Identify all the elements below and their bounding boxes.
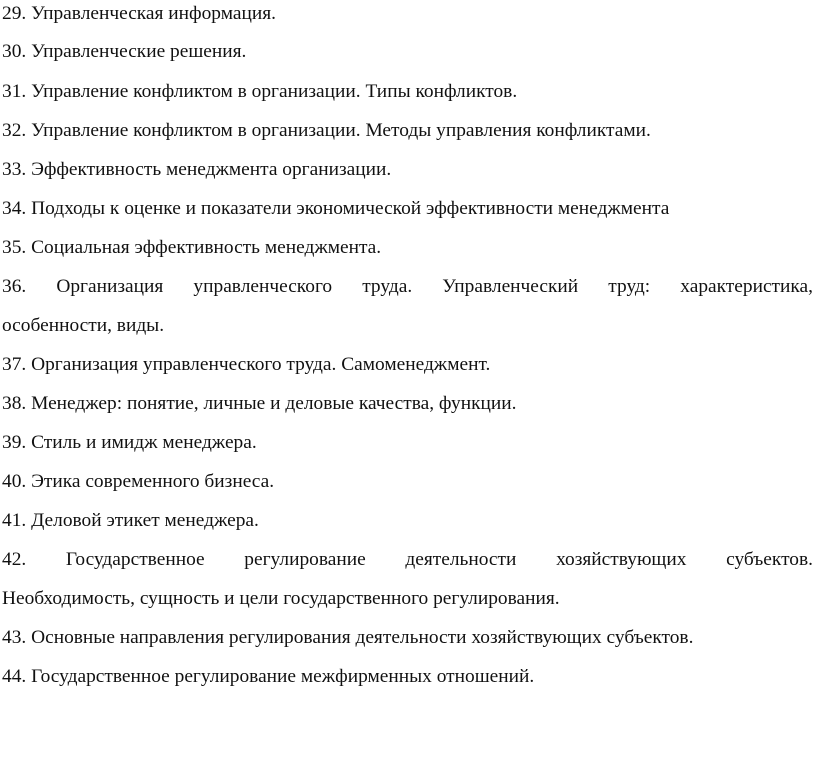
list-item-37: 37. Организация управленческого труда. Самоменеджмент. (2, 354, 491, 375)
list-item-42: 42. Государственное регулирование деятельности хозяйствующих субъектов. (2, 549, 813, 570)
list-item-39: 39. Стиль и имидж менеджера. (2, 432, 257, 453)
list-item-41: 41. Деловой этикет менеджера. (2, 510, 259, 531)
list-item-35: 35. Социальная эффективность менеджмента. (2, 237, 382, 258)
list-item-32: 32. Управление конфликтом в организации. Методы управления конфликтами. (2, 120, 651, 141)
list-item-31: 31. Управление конфликтом в организации. Типы конфликтов. (2, 81, 518, 102)
list-item-36-continuation: особенности, виды. (2, 315, 165, 336)
list-item-29: 29. Управленческая информация. (2, 3, 276, 24)
list-item-30: 30. Управленческие решения. (2, 41, 247, 62)
list-item-40: 40. Этика современного бизнеса. (2, 471, 275, 492)
list-item-44: 44. Государственное регулирование межфирменных отношений. (2, 666, 535, 687)
list-item-38: 38. Менеджер: понятие, личные и деловые качества, функции. (2, 393, 517, 414)
list-item-33: 33. Эффективность менеджмента организации. (2, 159, 392, 180)
list-item-43: 43. Основные направления регулирования деятельности хозяйствующих субъектов. (2, 627, 694, 648)
list-item-42-continuation: Необходимость, сущность и цели государственного регулирования. (2, 588, 560, 609)
list-item-36: 36. Организация управленческого труда. Управленческий труд: характеристика, (2, 276, 813, 297)
list-item-34: 34. Подходы к оценке и показатели экономической эффективности менеджмента (2, 198, 670, 219)
